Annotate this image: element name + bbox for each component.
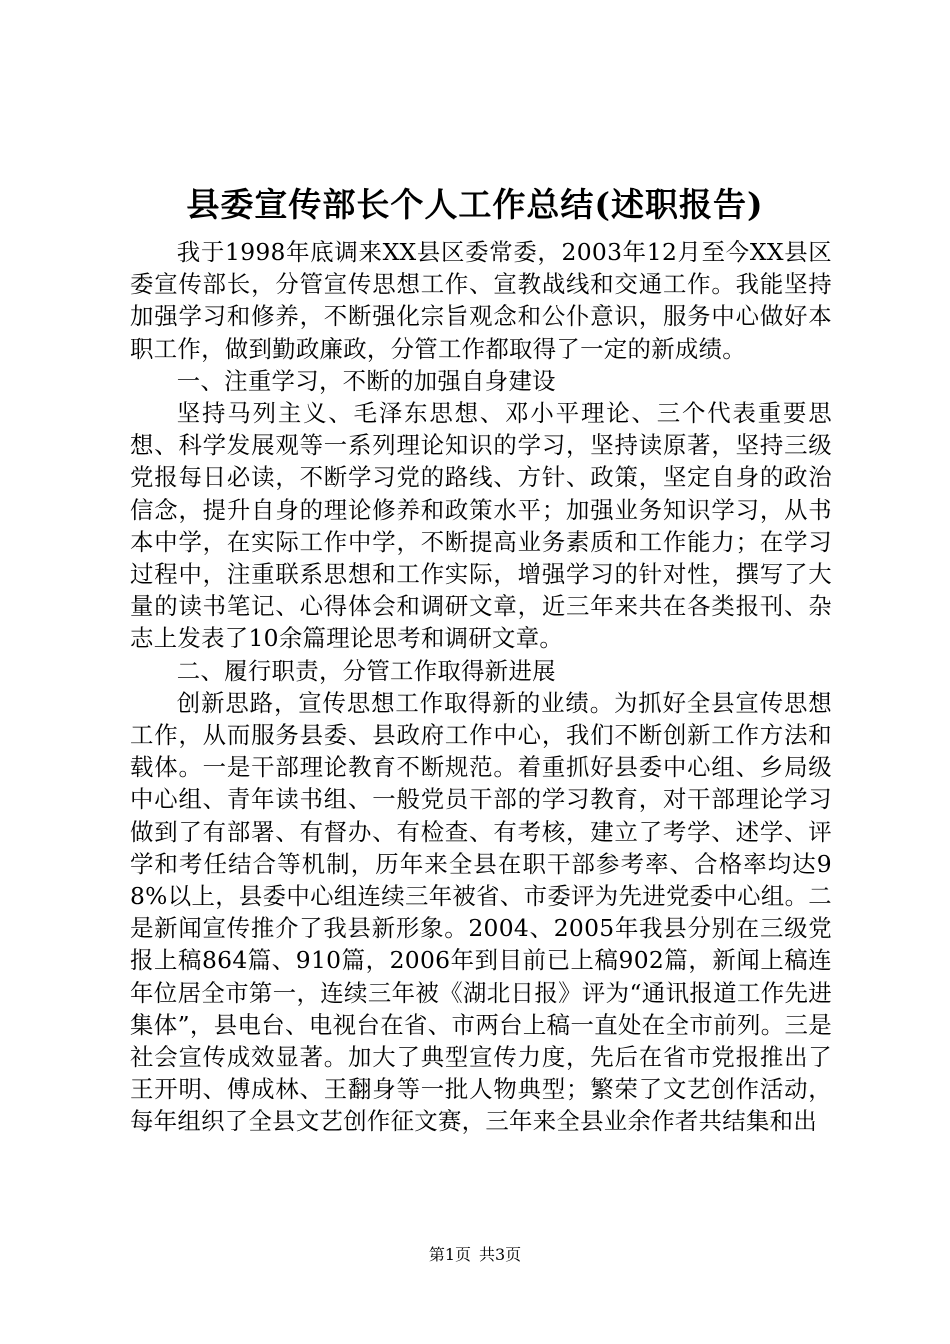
intro-paragraph: 我于1998年底调来XX县区委常委，2003年12月至今XX县区委宣传部长，分管宣传思想工作、宣教战线和交通工作。我能坚持加强学习和修养，不断强化宗旨观念和公仆意识，服务中心做好本职工作，做到勤政廉政，分管工作都取得了一定的新成绩。 (130, 238, 832, 363)
section-1-paragraph: 坚持马列主义、毛泽东思想、邓小平理论、三个代表重要思想、科学发展观等一系列理论知识的学习，坚持读原著，坚持三级党报每日必读，不断学习党的路线、方针、政策，坚定自身的政治信念，提升自身的理论修养和政策水平；加强业务知识学习，从书本中学，在实际工作中学，不断提高业务素质和工作能力；在学习过程中，注重联系思想和工作实际，增强学习的针对性，撰写了大量的读书笔记、心得体会和调研文章，近三年来共在各类报刊、杂志上发表了10余篇理论思考和调研文章。 (130, 399, 832, 653)
document-body (130, 236, 832, 1138)
page-footer (0, 1244, 950, 1266)
page-number: 第1页 (428, 1245, 471, 1264)
page-total: 共3页 (479, 1245, 522, 1264)
document-title: 县委宣传部长个人工作总结(述职报告) (186, 185, 764, 224)
section-heading-1: 一、注重学习，不断的加强自身建设 (176, 366, 556, 395)
section-heading-2: 二、履行职责，分管工作取得新进展 (176, 656, 556, 685)
section-2-paragraph: 创新思路，宣传思想工作取得新的业绩。为抓好全县宣传思想工作，从而服务县委、县政府工作中心，我们不断创新工作方法和载体。一是干部理论教育不断规范。着重抓好县委中心组、乡局级中心组、青年读书组、一般党员干部的学习教育，对干部理论学习做到了有部署、有督办、有检查、有考核，建立了考学、述学、评学和考任结合等机制，历年来全县在职干部参考率、合格率均达98%以上，县委中心组连续三年被省、市委评为先进党委中心组。二是新闻宣传推介了我县新形象。2004、2005年我县分别在三级党报上稿864篇、910篇，2006年到目前已上稿902篇，新闻上稿连年位居全市第一，连续三年被《湖北日报》评为“通讯报道工作先进集体”，县电台、电视台在省、市两台上稿一直处在全市前列。三是社会宣传成效显著。加大了典型宣传力度，先后在省市党报推出了王开明、傅成林、王翻身等一批人物典型；繁荣了文艺创作活动，每年组织了全县文艺创作征文赛，三年来全县业余作者共结集和出 (130, 688, 832, 1136)
